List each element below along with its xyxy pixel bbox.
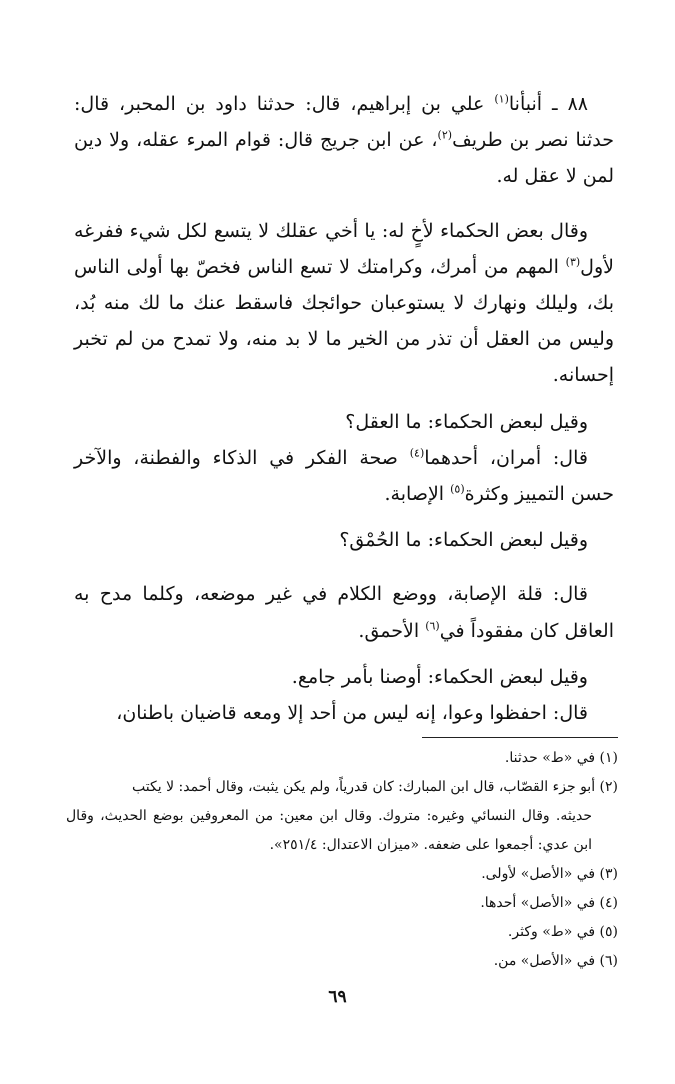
footnote-ref: (٥): [450, 482, 465, 496]
main-text: [74, 86, 614, 731]
footnotes: [66, 744, 618, 976]
footnote-ref: (٢): [437, 128, 453, 142]
footnote-5: (٥) في «ط» وكثر.: [507, 924, 618, 940]
paragraph-answer-folly: قال: قلة الإصابة، ووضع الكلام في غير موضعه، وكلما مدح به العاقل كان مفقوداً في$^{(٦)}$ الأحمق.: [74, 583, 614, 642]
footnote-2-continued: حديثه. وقال النسائي وغيره: متروك. وقال ابن معين: من المعروفين بوضع الحديث، وقال ابن عدي: أجمعوا على ضعفه. «ميزان الاعتدال: ٢٥١/٤».: [66, 808, 592, 853]
footnote-1: (١) في «ط» حدثنا.: [504, 750, 618, 766]
footnote-ref: (١): [494, 92, 509, 106]
paragraph-88: ٨٨ ـ أنبأنا$^{(١)}$ علي بن إبراهيم، قال: حدثنا داود بن المحبر، قال: حدثنا نصر بن طريف$^{(٢)}$، عن ابن جريج قال: قوام المرء عقله، ولا دين لمن لا عقل له.: [74, 92, 614, 188]
paragraph-question-folly: وقيل لبعض الحكماء: ما الحُمْق؟: [339, 529, 588, 552]
paragraph-answer-advice: قال: احفظوا وعوا، إنه ليس من أحد إلا ومعه قاضيان باطنان،: [116, 702, 588, 725]
footnote-3: (٣) في «الأصل» لأولى.: [481, 866, 618, 882]
paragraph-advice: وقال بعض الحكماء لأخٍ له: يا أخي عقلك لا يتسع لكل شيء ففرغه لأول$^{(٣)}$ المهم من أمرك، وكرامتك لا تسع الناس فخصّ بها أولى الناس بك، وليلك ونهارك لا يستوعبان حوائجك فاسقط عنك ما لك منه بُد، وليس من العقل أن تذر من الخير ما لا بد منه، ولا تمدح من لم تخبر إحسانه.: [74, 219, 614, 387]
footnote-ref: (٦): [425, 619, 440, 633]
footnote-ref: (٤): [409, 446, 425, 460]
paragraph-question-mind: وقيل لبعض الحكماء: ما العقل؟: [345, 410, 588, 433]
page-number: ٦٩: [328, 987, 347, 1007]
footnote-separator: [422, 737, 618, 738]
footnote-4: (٤) في «الأصل» أحدها.: [480, 895, 618, 911]
footnote-6: (٦) في «الأصل» من.: [493, 953, 618, 969]
paragraph-question-advice: وقيل لبعض الحكماء: أوصنا بأمر جامع.: [291, 665, 588, 688]
paragraph-answer-mind: قال: أمران، أحدهما$^{(٤)}$ صحة الفكر في الذكاء والفطنة، والآخر حسن التمييز وكثرة$^{(٥)}$ الإصابة.: [74, 446, 614, 506]
footnote-2: (٢) أبو جزء القصّاب، قال ابن المبارك: كان قدرياً، ولم يكن يثبت، وقال أحمد: لا يكتب: [132, 779, 618, 795]
footnote-ref: (٣): [565, 255, 581, 269]
